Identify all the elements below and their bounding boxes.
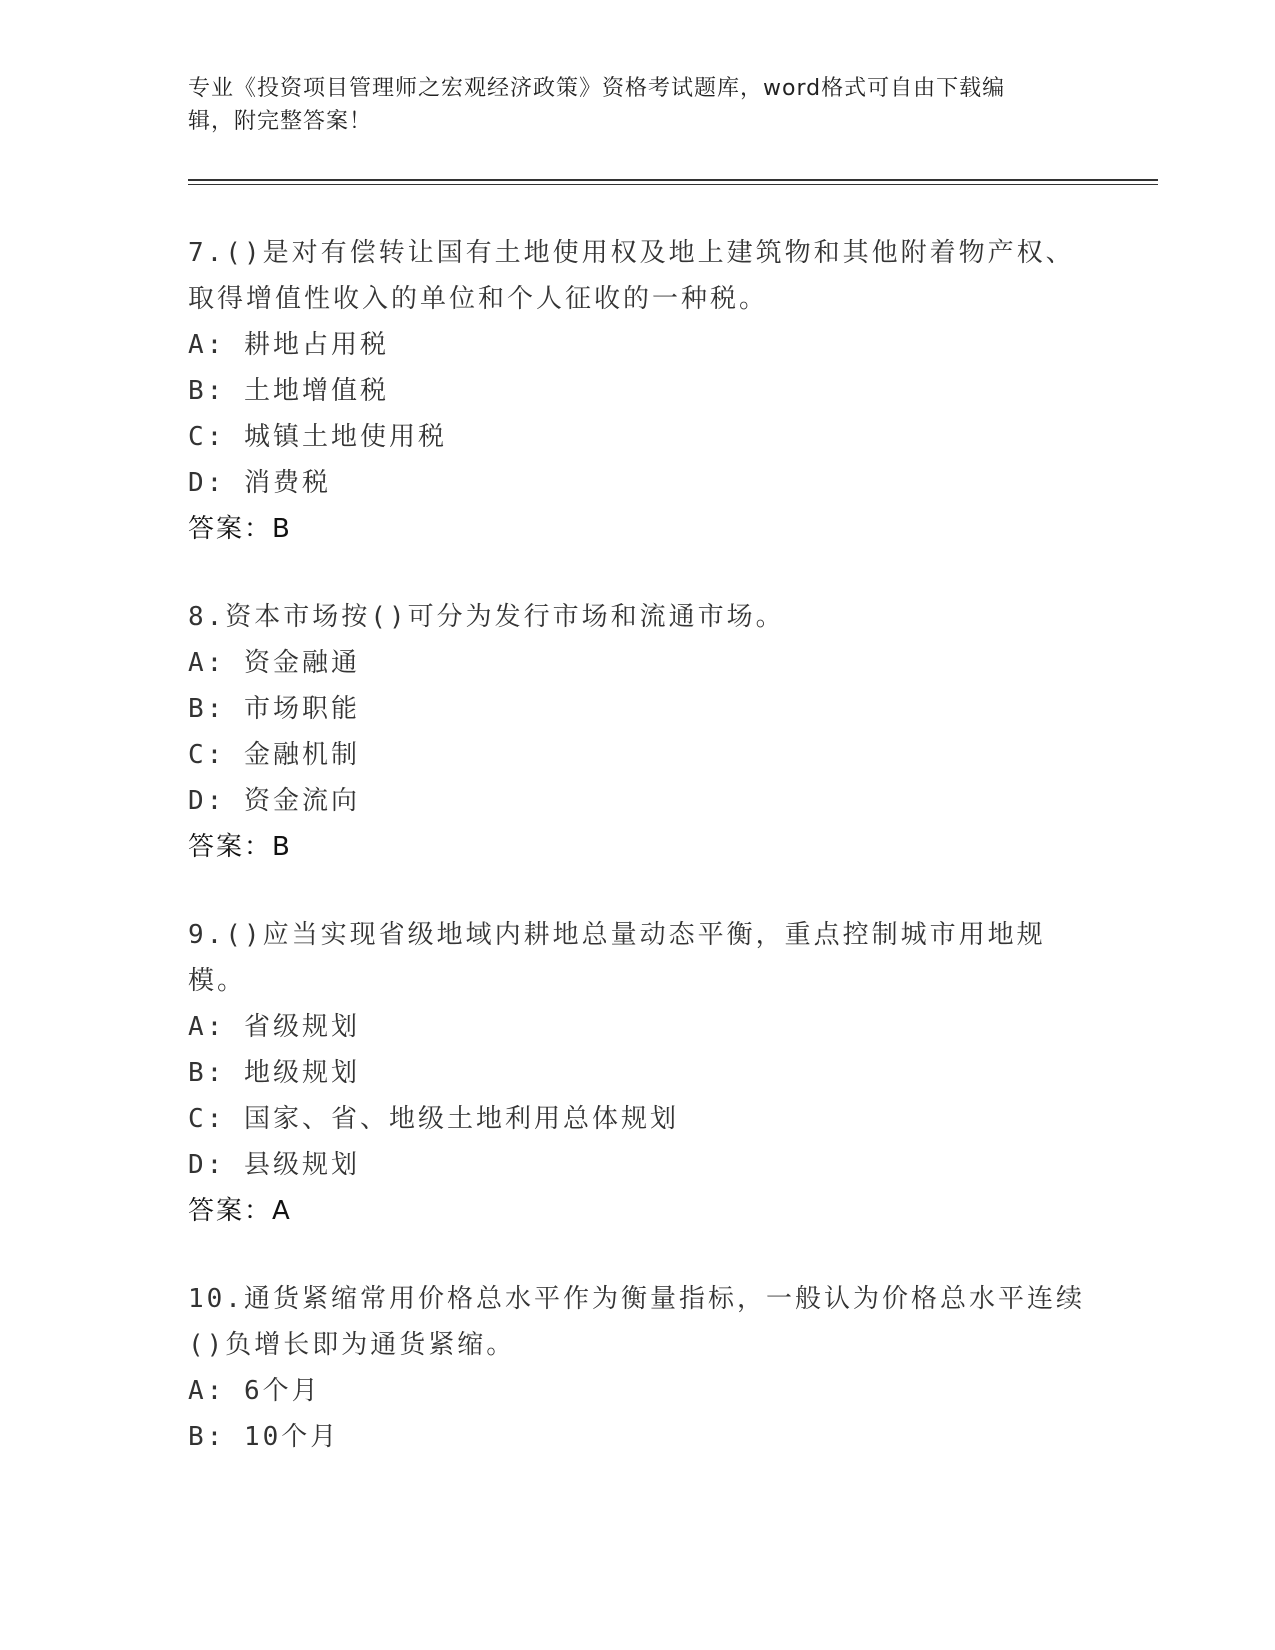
question-9: [188, 912, 1088, 1234]
header-line-2: 辑，附完整答案！: [188, 109, 373, 134]
option-c: C: 金融机制: [188, 740, 360, 770]
option-b: B: 地级规划: [188, 1058, 360, 1088]
document-header: [188, 72, 1088, 138]
option-d: D: 消费税: [188, 468, 331, 498]
option-a: A: 资金融通: [188, 648, 360, 678]
question-stem: 9.()应当实现省级地域内耕地总量动态平衡，重点控制城市用地规模。: [188, 920, 1046, 996]
option-c: C: 城镇土地使用税: [188, 422, 447, 452]
option-a: A: 省级规划: [188, 1012, 360, 1042]
header-divider-bottom: [188, 184, 1158, 185]
option-d: D: 资金流向: [188, 786, 360, 816]
question-8: [188, 594, 1088, 870]
header-divider-top: [188, 179, 1158, 181]
question-stem: 7.()是对有偿转让国有土地使用权及地上建筑物和其他附着物产权、取得增值性收入的单位和个人征收的一种税。: [188, 238, 1075, 314]
answer-label: 答案：B: [188, 514, 292, 544]
question-list: [188, 230, 1088, 1502]
answer-label: 答案：A: [188, 1196, 292, 1226]
question-stem: 10.通货紧缩常用价格总水平作为衡量指标，一般认为价格总水平连续()负增长即为通货紧缩。: [188, 1284, 1085, 1360]
question-10: [188, 1276, 1088, 1460]
option-b: B: 市场职能: [188, 694, 360, 724]
question-stem: 8.资本市场按()可分为发行市场和流通市场。: [188, 602, 785, 632]
header-line-1: 专业《投资项目管理师之宏观经济政策》资格考试题库，word格式可自由下载编: [188, 76, 1006, 101]
option-a: A: 6个月: [188, 1376, 321, 1406]
option-b: B: 土地增值税: [188, 376, 389, 406]
option-b: B: 10个月: [188, 1422, 340, 1452]
option-c: C: 国家、省、地级土地利用总体规划: [188, 1104, 679, 1134]
question-7: [188, 230, 1088, 552]
answer-label: 答案：B: [188, 832, 292, 862]
option-a: A: 耕地占用税: [188, 330, 389, 360]
option-d: D: 县级规划: [188, 1150, 360, 1180]
